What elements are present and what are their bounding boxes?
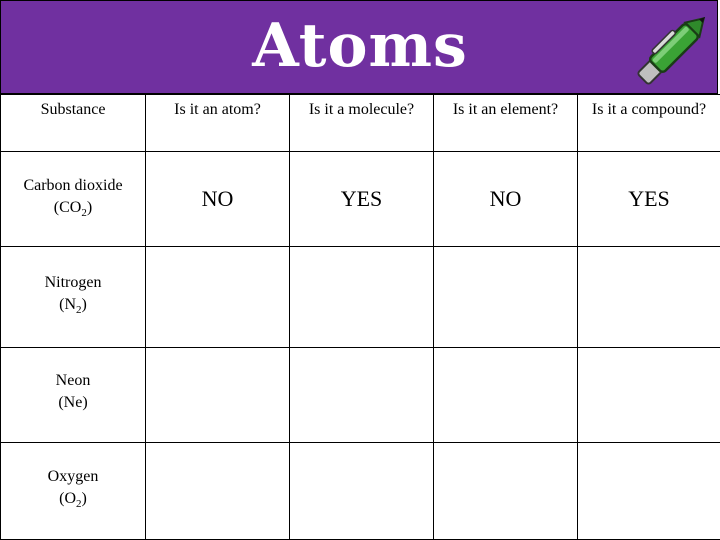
answer-element-cell[interactable]: NO — [434, 152, 578, 247]
header-row — [1, 95, 720, 152]
header-atom: Is it an atom? — [146, 95, 290, 152]
substance-formula: (Ne) — [58, 394, 88, 412]
substance-cell — [1, 152, 146, 247]
header-element: Is it an element? — [434, 95, 578, 152]
answer-element-cell[interactable] — [434, 247, 578, 347]
substance-name: Oxygen — [47, 468, 99, 486]
answer-atom-cell[interactable]: NO — [146, 152, 290, 247]
substance-name: Neon — [55, 372, 91, 390]
substance-formula: $(O_2)$ — [59, 490, 87, 511]
substance-formula: $(N_2)$ — [59, 296, 87, 317]
answer-atom-cell[interactable] — [146, 442, 290, 539]
header-molecule: Is it a molecule? — [290, 95, 434, 152]
substance-cell — [1, 442, 146, 539]
answer-molecule-cell[interactable] — [290, 247, 434, 347]
answer-compound-cell[interactable] — [578, 442, 720, 539]
header-compound: Is it a compound? — [578, 95, 720, 152]
atoms-table — [0, 94, 720, 540]
answer-molecule-cell[interactable]: YES — [290, 152, 434, 247]
table-row — [1, 347, 720, 442]
answer-molecule-cell[interactable] — [290, 347, 434, 442]
substance-formula: $(CO_2)$ — [53, 198, 93, 219]
answer-compound-cell[interactable]: YES — [578, 152, 720, 247]
slide-title: Atoms — [252, 11, 468, 81]
table-row — [1, 152, 720, 247]
table-row — [1, 442, 720, 539]
answer-molecule-cell[interactable] — [290, 442, 434, 539]
answer-element-cell[interactable] — [434, 442, 578, 539]
answer-compound-cell[interactable] — [578, 247, 720, 347]
header-substance: Substance — [1, 95, 146, 152]
table-row — [1, 247, 720, 347]
answer-atom-cell[interactable] — [146, 347, 290, 442]
substance-name: Nitrogen — [44, 274, 102, 292]
answer-atom-cell[interactable] — [146, 247, 290, 347]
substance-name: Carbon dioxide — [23, 176, 123, 194]
substance-cell — [1, 247, 146, 347]
green-pen-icon — [628, 2, 720, 94]
answer-element-cell[interactable] — [434, 347, 578, 442]
answer-compound-cell[interactable] — [578, 347, 720, 442]
substance-cell — [1, 347, 146, 442]
